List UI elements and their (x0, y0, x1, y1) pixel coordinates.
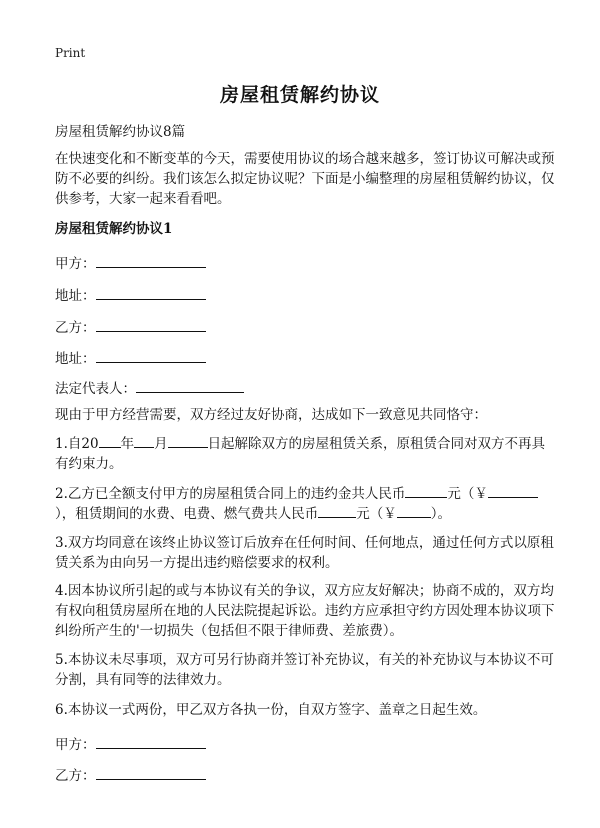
clause-2-part-5: ）。 (430, 506, 451, 522)
legal-rep-field (55, 377, 244, 397)
legal-rep-label: 法定代表人： (55, 381, 136, 397)
sign-party-b-blank (96, 767, 206, 780)
preamble-paragraph: 现由于甲方经营需要，双方经过友好协商，达成如下一致意见共同恪守： (55, 407, 487, 423)
legal-rep-blank (136, 380, 244, 393)
page-title: 房屋租赁解约协议 (219, 84, 380, 106)
utility-amount-blank (318, 505, 356, 518)
clause-2-part-1: 2.乙方已全额支付甲方的房屋租赁合同上的违约金共人民币 (55, 486, 406, 502)
sign-party-a-label: 甲方： (55, 737, 96, 753)
address-a-label: 地址： (55, 288, 96, 304)
party-a-blank (96, 255, 206, 268)
clause-5: 5.本协议未尽事项，双方可另行协商并签订补充协议，有关的补充协议与本协议不可分割，具有同等的法律效力。 (55, 652, 554, 688)
year-blank (99, 435, 121, 448)
clause-3: 3.双方均同意在该终止协议签订后放弃在任何时间、任何地点，通过任何方式以原租赁关系为由向另一方提出违约赔偿要求的权利。 (55, 535, 554, 571)
clause-1-part-2: 年 (120, 436, 135, 452)
clause-4: 4.因本协议所引起的或与本协议有关的争议，双方应友好解决；协商不成的，双方均有权向租赁房屋所在地的人民法院提起诉讼。违约方应承担守约方因处理本协议项下纠纷所产生的'一切损失（包括但不限于律师费、差旅费）。 (55, 583, 555, 639)
clause-1-part-4: 日起解除双方的房屋租赁关系，原租赁合同对双方不再具有约束力。 (55, 436, 546, 472)
address-b-blank (96, 350, 206, 363)
penalty-amount-blank (405, 485, 447, 498)
penalty-figure-blank (488, 485, 538, 498)
clause-2-part-3: ），租赁期间的水费、电费、燃气费共人民币 (55, 506, 319, 522)
party-b-field (55, 316, 206, 336)
month-blank (134, 435, 154, 448)
clause-1-part-3: 月 (154, 436, 168, 452)
sign-party-b-field (55, 764, 206, 784)
address-b-label: 地址： (55, 351, 96, 367)
party-a-label: 甲方： (55, 256, 96, 272)
address-a-blank (96, 287, 206, 300)
print-label[interactable]: Print (55, 46, 86, 60)
clause-1 (55, 434, 555, 474)
clause-2 (55, 484, 555, 524)
clause-1-part-1: 1.自20 (55, 436, 99, 452)
utility-figure-blank (397, 505, 431, 518)
sign-party-a-blank (96, 736, 206, 749)
address-a-field (55, 284, 206, 304)
party-a-field (55, 252, 206, 272)
sign-party-a-field (55, 733, 206, 753)
sign-party-b-label: 乙方： (55, 768, 96, 784)
party-b-blank (96, 319, 206, 332)
section-heading: 房屋租赁解约协议1 (55, 221, 173, 237)
party-b-label: 乙方： (55, 320, 96, 336)
intro-paragraph: 在快速变化和不断变革的今天，需要使用协议的场合越来越多，签订协议可解决或预防不必要的纠纷。我们该怎么拟定协议呢？下面是小编整理的房屋租赁解约协议，仅供参考，大家一起来看看吧。 (55, 151, 555, 207)
document-subtitle: 房屋租赁解约协议8篇 (55, 124, 186, 140)
clause-6: 6.本协议一式两份，甲乙双方各执一份，自双方签字、盖章之日起生效。 (55, 702, 487, 718)
day-blank (168, 435, 208, 448)
address-b-field (55, 347, 206, 367)
clause-2-part-4: 元（￥ (356, 506, 397, 522)
clause-2-part-2: 元（￥ (447, 486, 488, 502)
